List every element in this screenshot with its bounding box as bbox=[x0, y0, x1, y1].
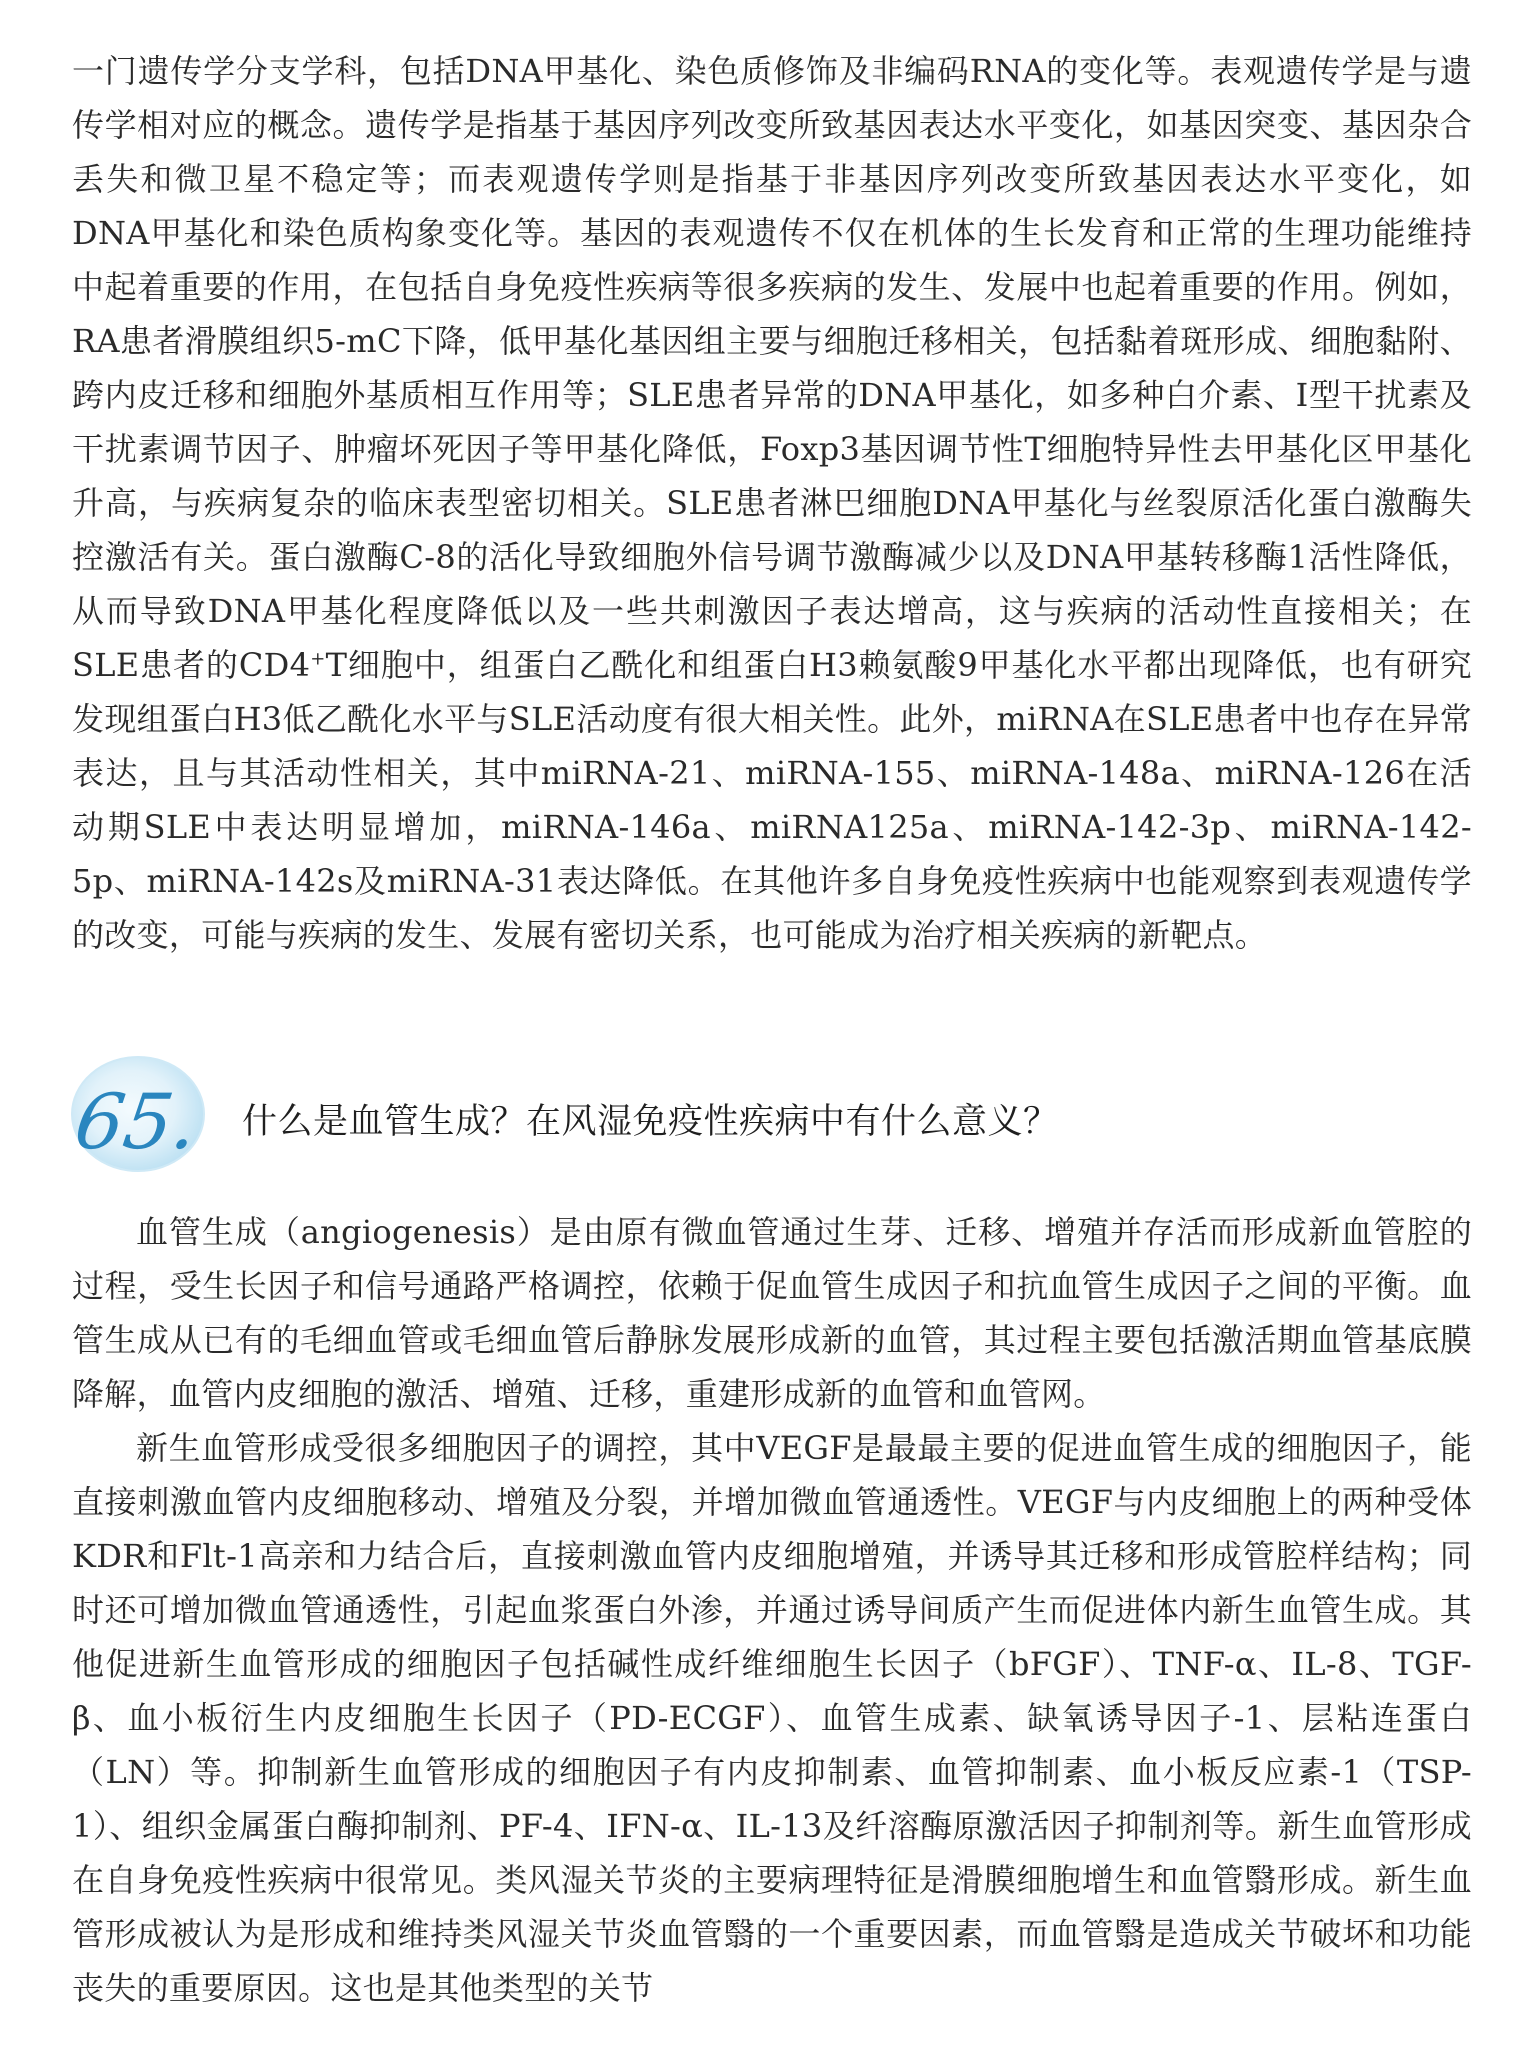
continuation-paragraph bbox=[72, 44, 1472, 962]
section-heading bbox=[66, 1050, 1466, 1190]
continuation-text-part-1: 一门遗传学分支学科，包括DNA甲基化、染色质修饰及非编码RNA的变化等。表观遗传学是与遗传学相对应的概念。遗传学是指基于基因序列改变所致基因表达水平变化，如基因突变、基因杂合丢失和微卫星不稳定等；而表观遗传学则是指基于非基因序列改变所致基因表达水平变化，如DNA甲基化和染色质构象变化等。基因的表观遗传不仅在机体的生长发育和正常的生理功能维持中起着重要的作用，在包括自身免疫性疾病等很多疾病的发生、发展中也起着重要的作用。例如，RA患者滑膜组织5-mC下降，低甲基化基因组主要与细胞迁移相关，包括黏着斑形成、细胞黏附、跨内皮迁移和细胞外基质相互作用等；SLE患者异常的DNA甲基化，如多种白介素、Ⅰ型干扰素及干扰素调节因子、肿瘤坏死因子等甲基化降低，Foxp3基因调节性T细胞特异性去甲基化区甲基化升高，与疾病复杂的临床表型密切相关。SLE患者淋巴细胞DNA甲基化与丝裂原活化蛋白激酶失控激活有关。蛋白激酶C-8的活化导致细胞外信号调节激酶减少以及DNA甲基转移酶1活性降低，从而导致DNA甲基化程度降低以及一些共刺激因子表达增高，这与疾病的活动性直接相关；在SLE患者的CD4 bbox=[72, 52, 1472, 684]
section-title: 什么是血管生成？在风湿免疫性疾病中有什么意义？ bbox=[242, 1102, 1059, 1142]
section-paragraph-2: 新生血管形成受很多细胞因子的调控，其中VEGF是最最主要的促进血管生成的细胞因子，能直接刺激血管内皮细胞移动、增殖及分裂，并增加微血管通透性。VEGF与内皮细胞上的两种受体KDR和Flt-1高亲和力结合后，直接刺激血管内皮细胞增殖，并诱导其迁移和形成管腔样结构；同时还可增加微血管通透性，引起血浆蛋白外渗，并通过诱导间质产生而促进体内新生血管生成。其他促进新生血管形成的细胞因子包括碱性成纤维细胞生长因子（bFGF）、TNF-α、IL-8、TGF-β、血小板衍生内皮细胞生长因子（PD-ECGF）、血管生成素、缺氧诱导因子-1、层粘连蛋白（LN）等。抑制新生血管形成的细胞因子有内皮抑制素、血管抑制素、血小板反应素-1（TSP-1）、组织金属蛋白酶抑制剂、PF-4、IFN-α、IL-13及纤溶酶原激活因子抑制剂等。新生血管形成在自身免疫性疾病中很常见。类风湿关节炎的主要病理特征是滑膜细胞增生和血管翳形成。新生血管形成被认为是形成和维持类风湿关节炎血管翳的一个重要因素，而血管翳是造成关节破坏和功能丧失的重要原因。这也是其他类型的关节 bbox=[72, 1429, 1472, 2007]
section-number: 65. bbox=[69, 1078, 203, 1167]
continuation-text-part-2: T细胞中，组蛋白乙酰化和组蛋白H3赖氨酸9甲基化水平都出现降低，也有研究发现组蛋白H3低乙酰化水平与SLE活动度有很大相关性。此外，miRNA在SLE患者中也存在异常表达，且与其活动性相关，其中miRNA-21、miRNA-155、miRNA-148a、miRNA-126在活动期SLE中表达明显增加，miRNA-146a、miRNA125a、miRNA-142-3p、miRNA-142-5p、miRNA-142s及miRNA-31表达降低。在其他许多自身免疫性疾病中也能观察到表观遗传学的改变，可能与疾病的发生、发展有密切关系，也可能成为治疗相关疾病的新靶点。 bbox=[72, 646, 1472, 954]
section-number-badge-icon bbox=[66, 1050, 216, 1176]
section-paragraph-1: 血管生成（angiogenesis）是由原有微血管通过生芽、迁移、增殖并存活而形成新血管腔的过程，受生长因子和信号通路严格调控，依赖于促血管生成因子和抗血管生成因子之间的平衡。血管生成从已有的毛细血管或毛细血管后静脉发展形成新的血管，其过程主要包括激活期血管基底膜降解，血管内皮细胞的激活、增殖、迁移，重建形成新的血管和血管网。 bbox=[72, 1213, 1472, 1413]
cd4-superscript: + bbox=[310, 648, 326, 670]
